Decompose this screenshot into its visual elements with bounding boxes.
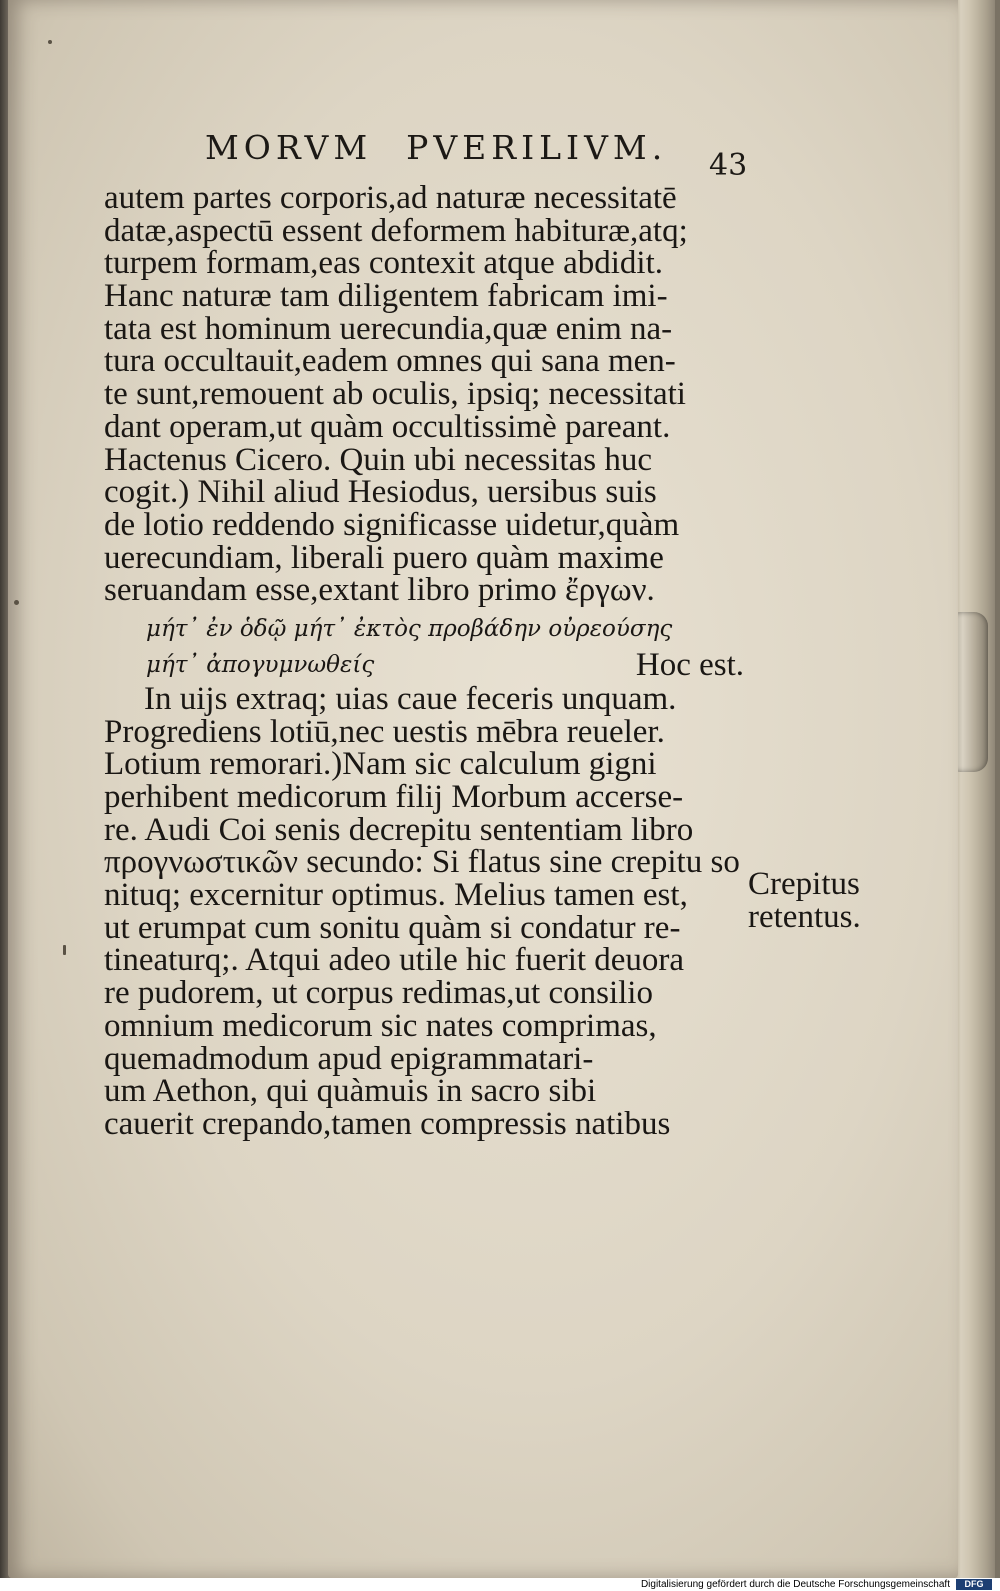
text-line: dant operam,ut quàm occultissimè pareant. bbox=[104, 408, 671, 445]
funding-note: Digitalisierung gefördert durch die Deutsche Forschungsgemeinschaft bbox=[640, 1579, 950, 1590]
hoc-est-label: Hoc est. bbox=[635, 646, 744, 683]
text-line: tineaturq;. Atqui adeo utile hic fuerit deuora bbox=[104, 942, 685, 979]
greek-verse-line-2-text: μήτ᾽ ἀπογυμνωθείς bbox=[146, 651, 375, 678]
page-number: 43 bbox=[709, 148, 748, 183]
text-line: Progrediens lotiū,nec uestis mēbra reueler. bbox=[104, 713, 665, 750]
text-line: In uijs extraq; uias caue feceris unquam. bbox=[144, 680, 677, 717]
text-line: προγνωστικῶν secundo: Si flatus sine crepitu so bbox=[104, 844, 740, 881]
text-line: datæ,aspectū essent deformem habituræ,atq; bbox=[104, 212, 688, 249]
text-line: omnium medicorum sic nates comprimas, bbox=[104, 1007, 657, 1044]
text-line: uerecundiam, liberali puero quàm maxime bbox=[104, 539, 664, 576]
greek-verse-line-2 bbox=[146, 647, 744, 683]
text-line: cauerit crepando,tamen compressis natibus bbox=[104, 1105, 671, 1142]
text-line: de lotio reddendo significasse uidetur,quàm bbox=[104, 506, 680, 543]
text-line: Lotium remorari.)Nam sic calculum gigni bbox=[104, 746, 657, 783]
margin-note bbox=[748, 868, 861, 934]
dfg-logo: DFG bbox=[956, 1579, 992, 1590]
text-line: quemadmodum apud epigrammatari- bbox=[104, 1040, 594, 1077]
main-text-block bbox=[104, 182, 744, 1141]
text-line: perhibent medicorum filij Morbum accerse- bbox=[104, 779, 684, 815]
text-line: re pudorem, ut corpus redimas,ut consilio bbox=[104, 975, 653, 1012]
text-line: re. Audi Coi senis decrepitu sententiam libro bbox=[104, 811, 694, 848]
margin-note-line-2: retentus. bbox=[748, 899, 861, 935]
text-line: ut erumpat cum sonitu quàm si condatur re- bbox=[104, 909, 681, 946]
text-line: cogit.) Nihil aliud Hesiodus, uersibus suis bbox=[104, 474, 657, 511]
text-line: nituq; excernitur optimus. Melius tamen est, bbox=[104, 877, 688, 914]
text-line: Hactenus Cicero. Quin ubi necessitas huc bbox=[104, 441, 653, 478]
margin-note-line-1: Crepitus bbox=[748, 866, 860, 902]
text-line: tura occultauit,eadem omnes qui sana men- bbox=[104, 343, 676, 380]
text-line: te sunt,remouent ab oculis, ipsiq; necessitati bbox=[104, 376, 686, 413]
text-line: tata est hominum uerecundia,quæ enim na- bbox=[104, 310, 673, 347]
text-line: turpem formam,eas contexit atque abdidit. bbox=[104, 245, 663, 282]
greek-verse-line-1: μήτ᾽ ἐν ὁδῷ μήτ᾽ ἐκτὸς προβάδην οὐρεούσης bbox=[146, 615, 673, 642]
text-line: autem partes corporis,ad naturæ necessitatē bbox=[104, 180, 677, 216]
page-edges bbox=[955, 0, 995, 1578]
running-head-word-2: PVERILIVM. bbox=[406, 128, 668, 167]
running-head bbox=[205, 128, 667, 167]
text-line: Hanc naturæ tam diligentem fabricam imi- bbox=[104, 278, 668, 315]
running-head-word-1: MORVM bbox=[205, 128, 373, 167]
text-line: um Aethon, qui quàmuis in sacro sibi bbox=[104, 1073, 597, 1110]
text-line: seruandam esse,extant libro primo ἔργων. bbox=[104, 572, 655, 609]
